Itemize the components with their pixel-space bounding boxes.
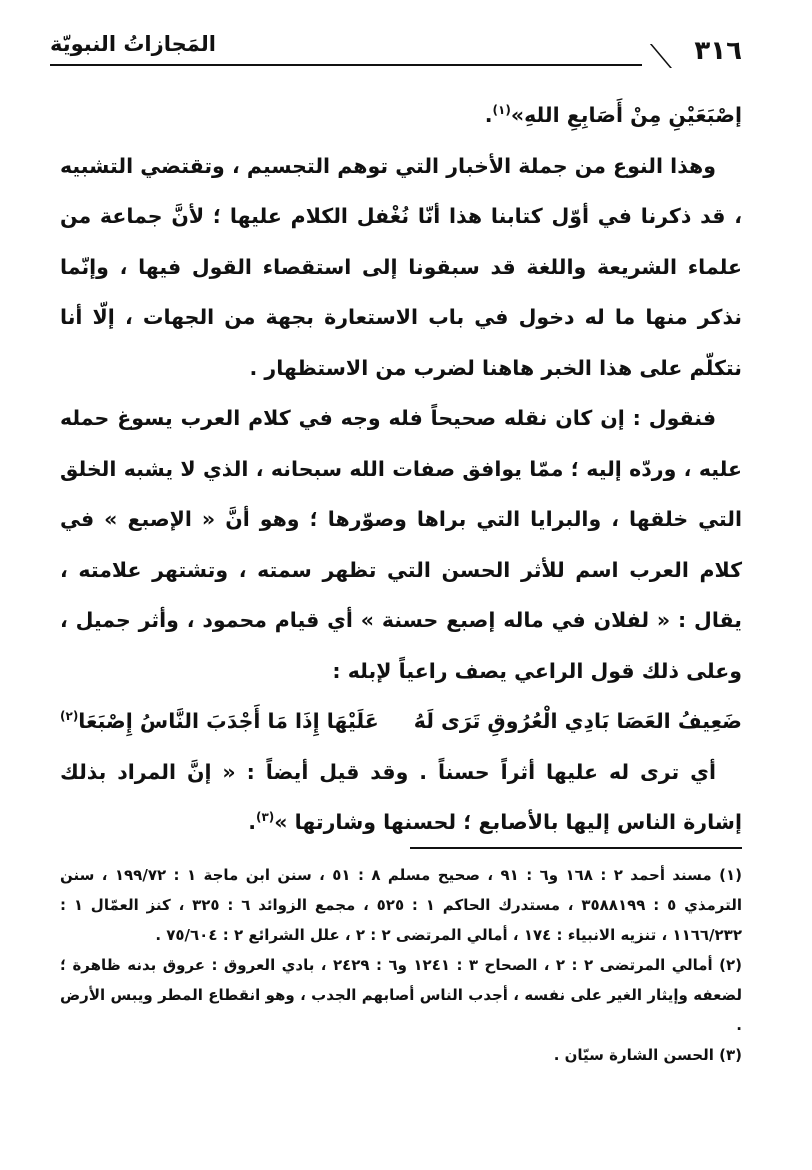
paragraph-2: فنقول : إن كان نقله صحيحاً فله وجه في كلام العرب يسوغ حمله عليه ، وردّه إليه ؛ ممّا يوافق صفات الله سبحانه ، الذي لا يشبه الخلق التي خلقها ، والبرايا التي براها وصوّرها ؛ وهو أنَّ « الإصبع » في كلام العرب اسم للأثر الحسن التي تظهر سمته ، وتشتهر علامته ، يقال : « لفلان في ماله إصبع حسنة » أي قيام محمود ، وأثر جميل ، وعلى ذلك قول الراعي يصف راعياً لإبله :: [60, 406, 742, 683]
paragraph-3-end: .: [248, 810, 256, 834]
paragraph-1: وهذا النوع من جملة الأخبار التي توهم التجسيم ، وتقتضي التشبيه ، قد ذكرنا في أوّل كتابنا هذا أنّا نُغْفل الكلام عليها ؛ لأنَّ جماعة من علماء الشريعة واللغة قد سبقونا إلى استقصاء القول فيها ، وإنّما نذكر منها ما له دخول في باب الاستعارة بجهة من الجهات ، إلّا أنا نتكلّم على هذا الخبر هاهنا لضرب من الاستظهار .: [60, 153, 742, 380]
footnote-3: [60, 1040, 742, 1070]
paragraph-3-text: أي ترى له عليها أثراً حسناً . وقد قيل أيضاً : « إنَّ المراد بذلك إشارة الناس إليها بالأصابع ؛ لحسنها وشارتها »: [60, 759, 742, 834]
footnotes: [60, 860, 742, 1070]
poetry-verse: [60, 696, 742, 747]
page-number: ٣١٦: [694, 36, 742, 66]
running-title: المَجازاتُ النبويّة: [50, 32, 216, 56]
paragraph-3: [60, 747, 742, 848]
opening-line: إصْبَعَيْنِ مِنْ أَصَابِعِ اللهِ»$^{(١)}$.: [484, 103, 742, 127]
footnote-1: [60, 860, 742, 950]
footnote-2-text: أمالي المرتضى ٢ : ٢ ، الصحاح ٣ : ١٢٤١ و٦ : ٢٤٢٩ ، بادي العروق : عروق بدنه ظاهرة ؛ لضعفه وإيثار الغير على نفسه ، أجدب الناس أصابهم الجدب ، وهو انقطاع المطر ويبس الأرض .: [60, 956, 742, 1034]
page-header: [50, 30, 742, 74]
footnote-1-text: مسند أحمد ٢ : ١٦٨ و٦ : ٩١ ، صحيح مسلم ٨ : ٥١ ، سنن ابن ماجة ١ : ١٩٩/٧٢ ، سنن الترمذي ٥ : ٣٥٨٨١٩٩ ، مستدرك الحاكم ١ : ٥٢٥ ، مجمع الزوائد ٦ : ٣٢٥ ، كنز العمّال ١ : ١١٦٦/٢٣٢ ، تنزيه الانبياء : ١٧٤ ، أمالي المرتضى ٢ : ٢ ، علل الشرائع ٢ : ٧٥/٦٠٤ .: [60, 866, 742, 944]
footnote-ref-1: (١): [492, 103, 511, 118]
main-text: [60, 90, 742, 848]
verse-first-hemistich: ضَعِيفُ العَصَا بَادِي الْعُرُوقِ تَرَى لَهُ: [413, 709, 742, 733]
verse-second-hemistich: عَلَيْهَا إِذَا مَا أَجْدَبَ النَّاسُ إِصْبَعَا: [78, 709, 379, 733]
footnote-1-mark: (١): [719, 866, 742, 884]
header-rule: [50, 64, 642, 66]
footnote-3-text: الحسن الشارة سيّان .: [553, 1046, 714, 1064]
opening-text: إصْبَعَيْنِ مِنْ أَصَابِعِ اللهِ»: [510, 103, 742, 127]
verse-second-hemistich-wrap: [60, 696, 379, 747]
footnote-ref-3: (٣): [255, 810, 275, 825]
footnote-2-mark: (٢): [719, 956, 742, 974]
footnote-3-mark: (٣): [719, 1046, 742, 1064]
footnote-separator: [410, 847, 742, 849]
footnote-ref-2: (٢): [60, 709, 79, 724]
footnote-2: [60, 950, 742, 1040]
